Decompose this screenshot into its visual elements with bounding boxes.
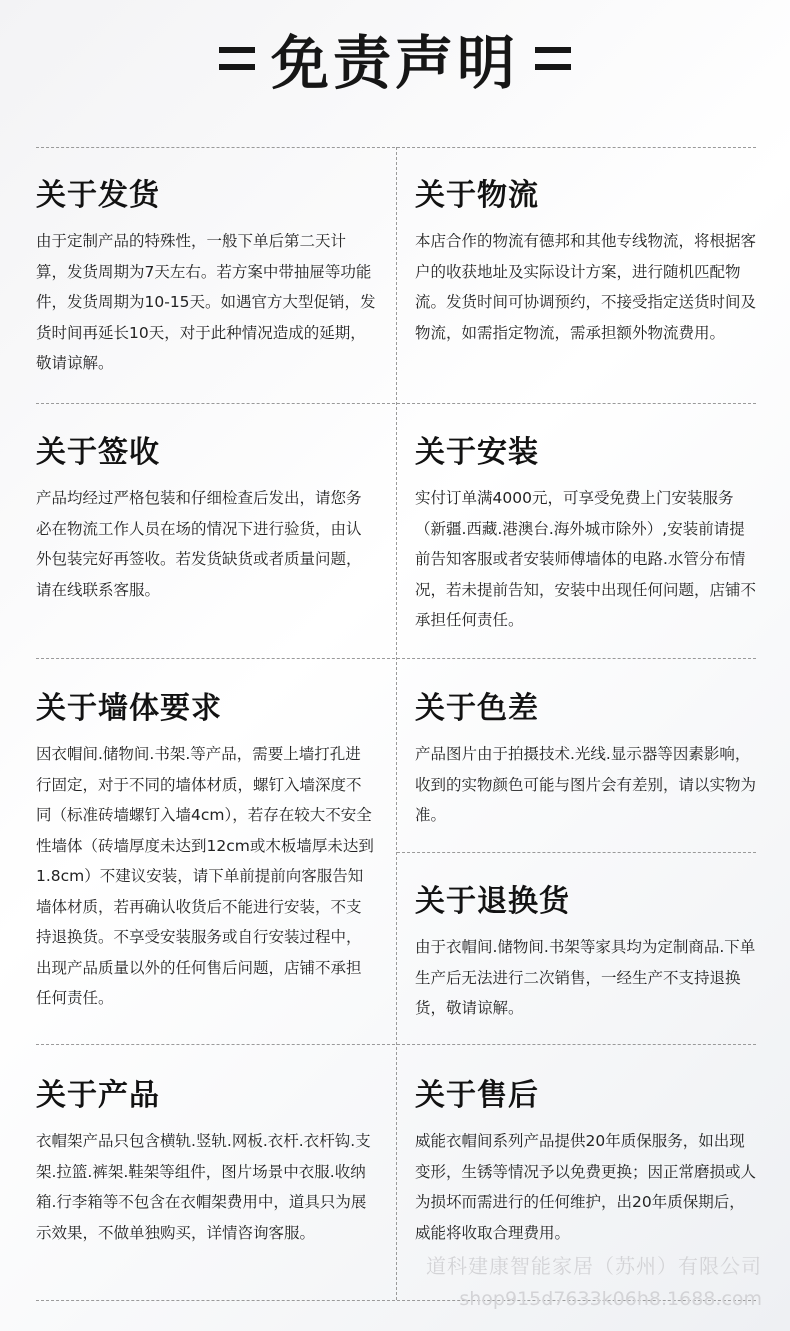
page-header — [0, 18, 790, 98]
section-body: 本店合作的物流有德邦和其他专线物流，将根据客户的收获地址及实际设计方案，进行随机匹配物流。发货时间可协调预约，不接受指定送货时间及物流，如需指定物流，需承担额外物流费用。 — [415, 232, 757, 342]
section-body: 产品图片由于拍摄技术.光线.显示器等因素影响，收到的实物颜色可能与图片会有差别，请以实物为准。 — [415, 745, 757, 824]
section-body: 衣帽架产品只包含横轨.竖轨.网板.衣杆.衣杆钩.支架.拉篮.裤架.鞋架等组件，图片场景中衣服.收纳箱.行李箱等不包含在衣帽架费用中，道具只为展示效果，不做单独购买，详情咨询客服。 — [36, 1132, 371, 1242]
watermark-shop: shop915d7633k06h8.1688.com — [459, 1288, 762, 1310]
section-title: 关于退换货 — [415, 884, 570, 919]
page-title: 免责声明 — [270, 29, 519, 97]
section-wall — [36, 689, 376, 1014]
section-body: 由于衣帽间.储物间.书架等家具均为定制商品.下单生产后无法进行二次销售，一经生产不支持退换货，敬请谅解。 — [415, 938, 756, 1017]
section-title: 关于售后 — [415, 1078, 539, 1113]
section-product — [36, 1076, 376, 1248]
section-title: 关于色差 — [415, 691, 539, 726]
watermark-company: 道科建康智能家居（苏州）有限公司 — [426, 1254, 762, 1278]
section-aftersales — [415, 1076, 760, 1248]
section-body: 因衣帽间.储物间.书架.等产品，需要上墙打孔进行固定，对于不同的墙体材质，螺钉入墙深度不同（标准砖墙螺钉入墙4cm），若存在较大不安全性墙体（砖墙厚度未达到12cm或木板墙厚未达到1.8cm）不建议安装，请下单前提前向客服告知墙体材质，若再确认收货后不能进行安装，不支持退换货。不享受安装服务或自行安装过程中，出现产品质量以外的任何售后问题，店铺不承担任何责任。 — [36, 745, 374, 1007]
divider-right-mid — [397, 852, 756, 853]
section-title: 关于发货 — [36, 178, 160, 213]
section-title: 关于安装 — [415, 435, 539, 470]
section-returns — [415, 882, 760, 1024]
section-title: 关于墙体要求 — [36, 691, 222, 726]
section-shipping — [36, 176, 376, 379]
title-right-decoration — [535, 47, 571, 70]
section-color — [415, 689, 760, 831]
title-left-decoration — [219, 47, 255, 70]
section-logistics — [415, 176, 760, 348]
section-body: 产品均经过严格包装和仔细检查后发出，请您务必在物流工作人员在场的情况下进行验货，由认外包装完好再签收。若发货缺货或者质量问题，请在线联系客服。 — [36, 489, 362, 599]
section-title: 关于签收 — [36, 435, 160, 470]
section-body: 威能衣帽间系列产品提供20年质保服务，如出现变形，生锈等情况予以免费更换；因正常磨损或人为损坏而需进行的任何维护，出20年质保期后，威能将收取合理费用。 — [415, 1132, 757, 1242]
section-body: 由于定制产品的特殊性，一般下单后第二天计算，发货周期为7天左右。若方案中带抽屉等功能件，发货周期为10-15天。如遇官方大型促销，发货时间再延长10天，对于此种情况造成的延期，敬请谅解。 — [36, 232, 376, 372]
divider-center — [396, 147, 397, 1300]
section-installation — [415, 433, 760, 636]
section-receipt — [36, 433, 376, 605]
section-title: 关于产品 — [36, 1078, 160, 1113]
section-title: 关于物流 — [415, 178, 539, 213]
section-body: 实付订单满4000元，可享受免费上门安装服务（新疆.西藏.港澳台.海外城市除外）,安装前请提前告知客服或者安装师傅墙体的电路.水管分布情况，若未提前告知，安装中出现任何问题，店铺不承担任何责任。 — [415, 489, 757, 629]
